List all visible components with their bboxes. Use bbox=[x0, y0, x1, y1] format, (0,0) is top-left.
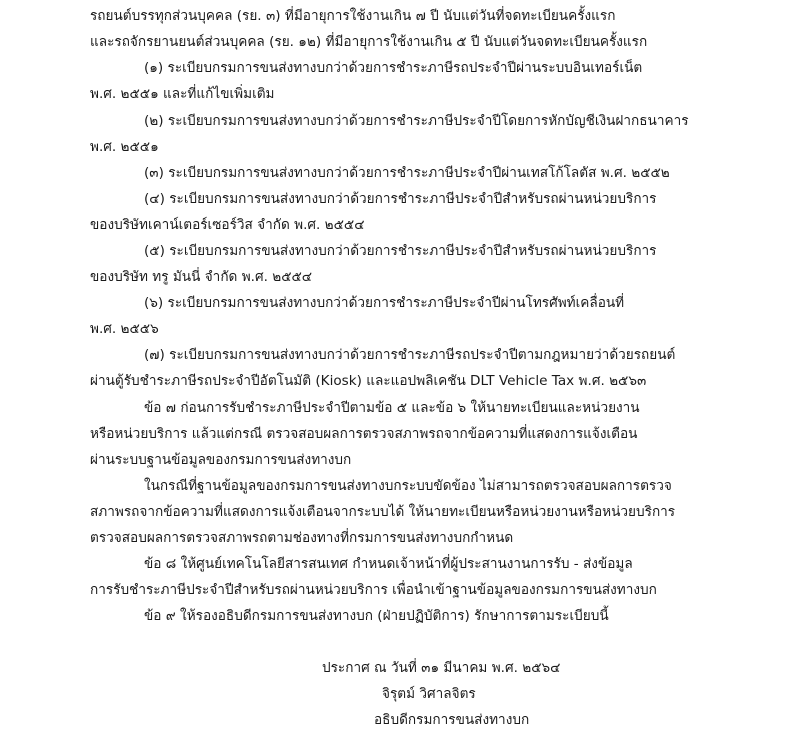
list-item-6: (๖) ระเบียบกรมการขนส่งทางบกว่าด้วยการชำระภาษีประจำปีผ่านโทรศัพท์เคลื่อนที่ bbox=[144, 295, 625, 311]
paragraph-line: ตรวจสอบผลการตรวจสภาพรถตามช่องทางที่กรมการขนส่งทางบกกำหนด bbox=[90, 530, 514, 546]
paragraph-line: การรับชำระภาษีประจำปีสำหรับรถผ่านหน่วยบริการ เพื่อนำเข้าฐานข้อมูลของกรมการขนส่งทางบก bbox=[90, 582, 657, 598]
paragraph-line: รถยนต์บรรทุกส่วนบุคคล (รย. ๓) ที่มีอายุการใช้งานเกิน ๗ ปี นับแต่วันที่จดทะเบียนครั้งแรก bbox=[90, 8, 616, 24]
paragraph-line: และรถจักรยานยนต์ส่วนบุคคล (รย. ๑๒) ที่มีอายุการใช้งานเกิน ๕ ปี นับแต่วันจดทะเบียนครั้งแรก bbox=[90, 34, 648, 50]
list-item-4: (๔) ระเบียบกรมการขนส่งทางบกว่าด้วยการชำระภาษีประจำปีสำหรับรถผ่านหน่วยบริการ bbox=[144, 191, 657, 207]
paragraph-line: หรือหน่วยบริการ แล้วแต่กรณี ตรวจสอบผลการตรวจสภาพรถจากข้อความที่แสดงการแจ้งเตือน bbox=[90, 426, 638, 442]
paragraph-line: ของบริษัทเคาน์เตอร์เซอร์วิส จำกัด พ.ศ. ๒๕๕๔ bbox=[90, 217, 365, 233]
paragraph-line: ของบริษัท ทรู มันนี่ จำกัด พ.ศ. ๒๕๕๔ bbox=[90, 269, 313, 285]
signer-position: อธิบดีกรมการขนส่งทางบก bbox=[374, 712, 530, 728]
clause-7-note: ในกรณีที่ฐานข้อมูลของกรมการขนส่งทางบกระบบขัดข้อง ไม่สามารถตรวจสอบผลการตรวจ bbox=[144, 478, 672, 494]
list-item-5: (๕) ระเบียบกรมการขนส่งทางบกว่าด้วยการชำระภาษีประจำปีสำหรับรถผ่านหน่วยบริการ bbox=[144, 243, 657, 259]
clause-7: ข้อ ๗ ก่อนการรับชำระภาษีประจำปีตามข้อ ๕ และข้อ ๖ ให้นายทะเบียนและหน่วยงาน bbox=[144, 400, 640, 416]
clause-9: ข้อ ๙ ให้รองอธิบดีกรมการขนส่งทางบก (ฝ่ายปฏิบัติการ) รักษาการตามระเบียบนี้ bbox=[144, 608, 609, 624]
paragraph-line: ผ่านตู้รับชำระภาษีรถประจำปีอัตโนมัติ (Kiosk) และแอปพลิเคชัน DLT Vehicle Tax พ.ศ. ๒๕๖๓ bbox=[90, 373, 647, 389]
list-item-3: (๓) ระเบียบกรมการขนส่งทางบกว่าด้วยการชำระภาษีประจำปีผ่านเทสโก้โลตัส พ.ศ. ๒๕๕๒ bbox=[144, 165, 670, 181]
paragraph-line: สภาพรถจากข้อความที่แสดงการแจ้งเตือนจากระบบได้ ให้นายทะเบียนหรือหน่วยงานหรือหน่วยบริการ bbox=[90, 504, 676, 520]
paragraph-line: พ.ศ. ๒๕๕๑ bbox=[90, 139, 159, 155]
list-item-1: (๑) ระเบียบกรมการขนส่งทางบกว่าด้วยการชำระภาษีรถประจำปีผ่านระบบอินเทอร์เน็ต bbox=[144, 60, 643, 76]
paragraph-line: พ.ศ. ๒๕๕๑ และที่แก้ไขเพิ่มเติม bbox=[90, 86, 275, 102]
announcement-date: ประกาศ ณ วันที่ ๓๑ มีนาคม พ.ศ. ๒๕๖๔ bbox=[322, 660, 561, 676]
clause-8: ข้อ ๘ ให้ศูนย์เทคโนโลยีสารสนเทศ กำหนดเจ้าหน้าที่ผู้ประสานงานการรับ - ส่งข้อมูล bbox=[144, 556, 633, 572]
paragraph-line: ผ่านระบบฐานข้อมูลของกรมการขนส่งทางบก bbox=[90, 452, 352, 468]
list-item-7: (๗) ระเบียบกรมการขนส่งทางบกว่าด้วยการชำระภาษีรถประจำปีตามกฎหมายว่าด้วยรถยนต์ bbox=[144, 347, 676, 363]
signer-name: จิรุตม์ วิศาลจิตร bbox=[382, 686, 476, 702]
list-item-2: (๒) ระเบียบกรมการขนส่งทางบกว่าด้วยการชำระภาษีประจำปีโดยการหักบัญชีเงินฝากธนาคาร bbox=[144, 113, 689, 129]
paragraph-line: พ.ศ. ๒๕๕๖ bbox=[90, 321, 159, 337]
